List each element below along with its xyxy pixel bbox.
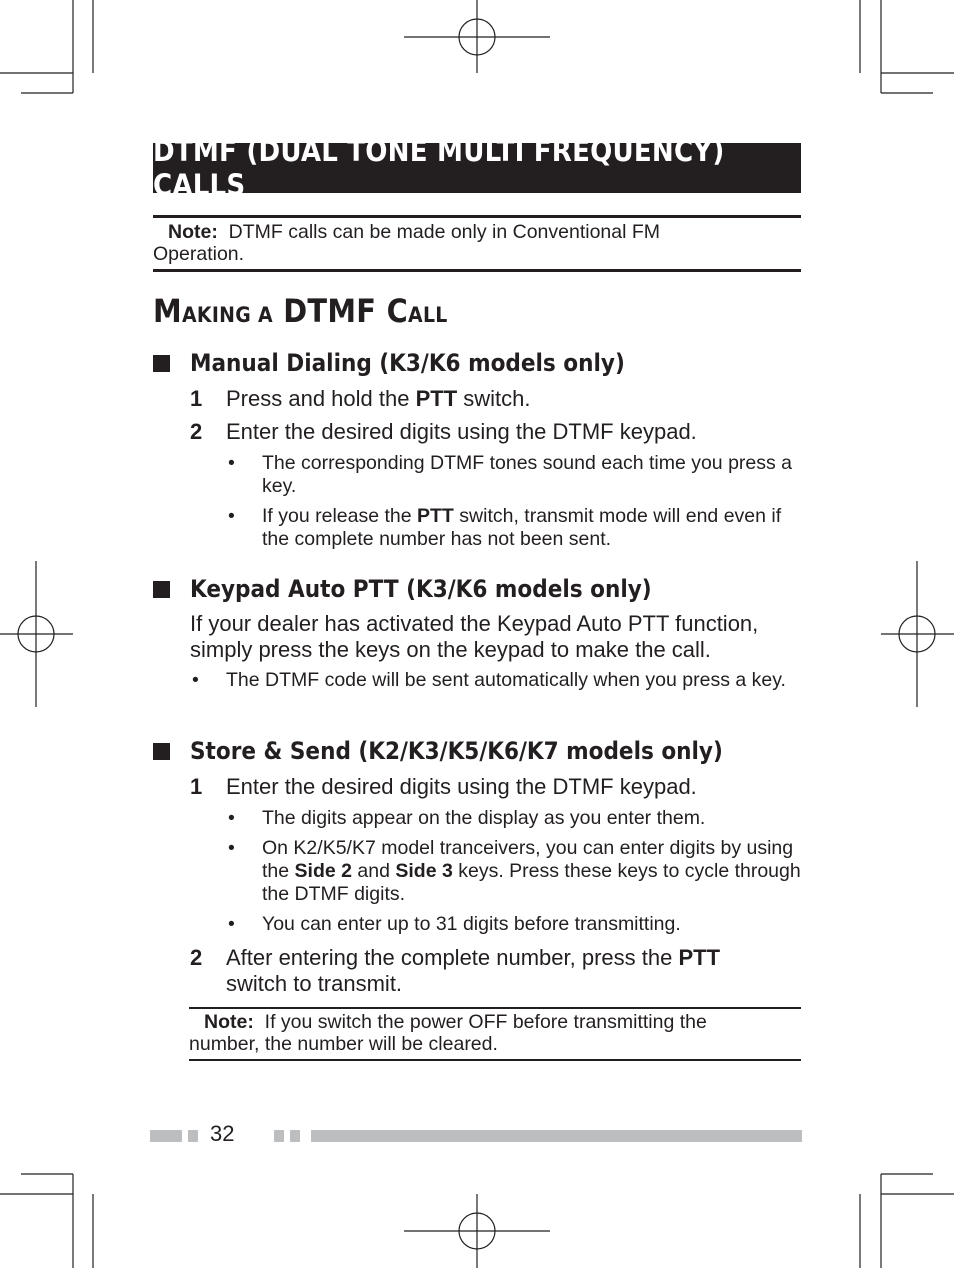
note-text-line2: Operation.	[153, 243, 245, 265]
step-item	[190, 774, 766, 800]
registration-target-left	[0, 561, 73, 707]
square-bullet-icon	[153, 743, 170, 760]
heading-main: DTMF C	[283, 292, 409, 330]
step-text: Enter the desired digits using the DTMF keypad.	[226, 774, 697, 799]
bullet-item	[226, 452, 802, 498]
bullet-dot: •	[228, 837, 235, 859]
subheading-manual-dialing	[153, 349, 625, 377]
step-item	[190, 945, 766, 997]
subheading-text: Store & Send (K2/K3/K5/K6/K7 models only)	[190, 737, 723, 765]
bullet-text: On K2/K5/K7 model tranceivers, you can enter digits by using the Side 2 and Side 3 keys. Press these keys to cycle through the DTMF digits.	[262, 837, 801, 905]
registration-target-right	[881, 561, 954, 707]
square-bullet-icon	[153, 581, 170, 598]
bullet-item	[226, 913, 802, 936]
bullet-item	[226, 505, 802, 551]
footer-bar	[0, 1122, 954, 1152]
heading-small: AKING A	[181, 303, 273, 327]
heading-cap: M	[153, 292, 182, 330]
note-label: Note:	[204, 1011, 254, 1033]
footer-segment	[188, 1130, 198, 1142]
paragraph: If your dealer has activated the Keypad Auto PTT function, simply press the keys on the keypad to make the call.	[190, 611, 759, 662]
note-label: Note:	[168, 221, 218, 243]
step-number: 2	[190, 419, 203, 444]
bullet-text: The corresponding DTMF tones sound each time you press a key.	[262, 452, 793, 497]
footer-segment	[311, 1130, 802, 1142]
bullet-dot: •	[192, 669, 199, 691]
step-number: 1	[190, 386, 203, 411]
section-heading	[153, 292, 448, 330]
bullet-dot: •	[228, 505, 235, 527]
registration-target-bottom	[404, 1194, 550, 1268]
bullet-dot: •	[228, 913, 235, 935]
subheading-keypad-auto-ptt	[153, 575, 652, 603]
step-text: Press and hold the PTT switch.	[226, 386, 531, 411]
note-text-line1: If you switch the power OFF before transmitting the	[264, 1011, 707, 1033]
registration-target-top	[404, 0, 550, 73]
square-bullet-icon	[153, 355, 170, 372]
bullet-text: If you release the PTT switch, transmit mode will end even if the complete number has not been sent.	[262, 505, 782, 550]
note-text-line1: DTMF calls can be made only in Conventional FM	[228, 221, 661, 243]
step-number: 2	[190, 945, 203, 970]
footer-segment	[290, 1130, 300, 1142]
bullet-text: The digits appear on the display as you enter them.	[262, 807, 706, 829]
subheading-text: Manual Dialing (K3/K6 models only)	[190, 349, 625, 377]
footer-segment	[274, 1130, 284, 1142]
bullet-item	[226, 807, 802, 830]
step-item	[190, 386, 766, 412]
note-text-line2: number, the number will be cleared.	[189, 1033, 498, 1055]
bullet-text: You can enter up to 31 digits before transmitting.	[262, 913, 681, 935]
subheading-store-send	[153, 737, 723, 765]
bullet-text: The DTMF code will be sent automatically when you press a key.	[226, 669, 786, 691]
page-title: DTMF (DUAL TONE MULTI FREQUENCY) CALLS	[153, 134, 725, 202]
note-conventional-fm	[153, 215, 801, 272]
page-number: 32	[210, 1121, 235, 1146]
footer-segment	[150, 1130, 182, 1142]
step-text: After entering the complete number, press the PTT switch to transmit.	[226, 945, 721, 996]
step-number: 1	[190, 774, 203, 799]
page-title-bar	[153, 134, 801, 202]
step-text: Enter the desired digits using the DTMF keypad.	[226, 419, 697, 444]
bullet-dot: •	[228, 807, 235, 829]
note-power-off	[189, 1007, 801, 1061]
bullet-item	[226, 837, 802, 906]
bullet-dot: •	[228, 452, 235, 474]
bullet-item	[190, 669, 802, 692]
subheading-text: Keypad Auto PTT (K3/K6 models only)	[190, 575, 652, 603]
step-item	[190, 419, 766, 445]
heading-small-end: ALL	[408, 303, 448, 327]
